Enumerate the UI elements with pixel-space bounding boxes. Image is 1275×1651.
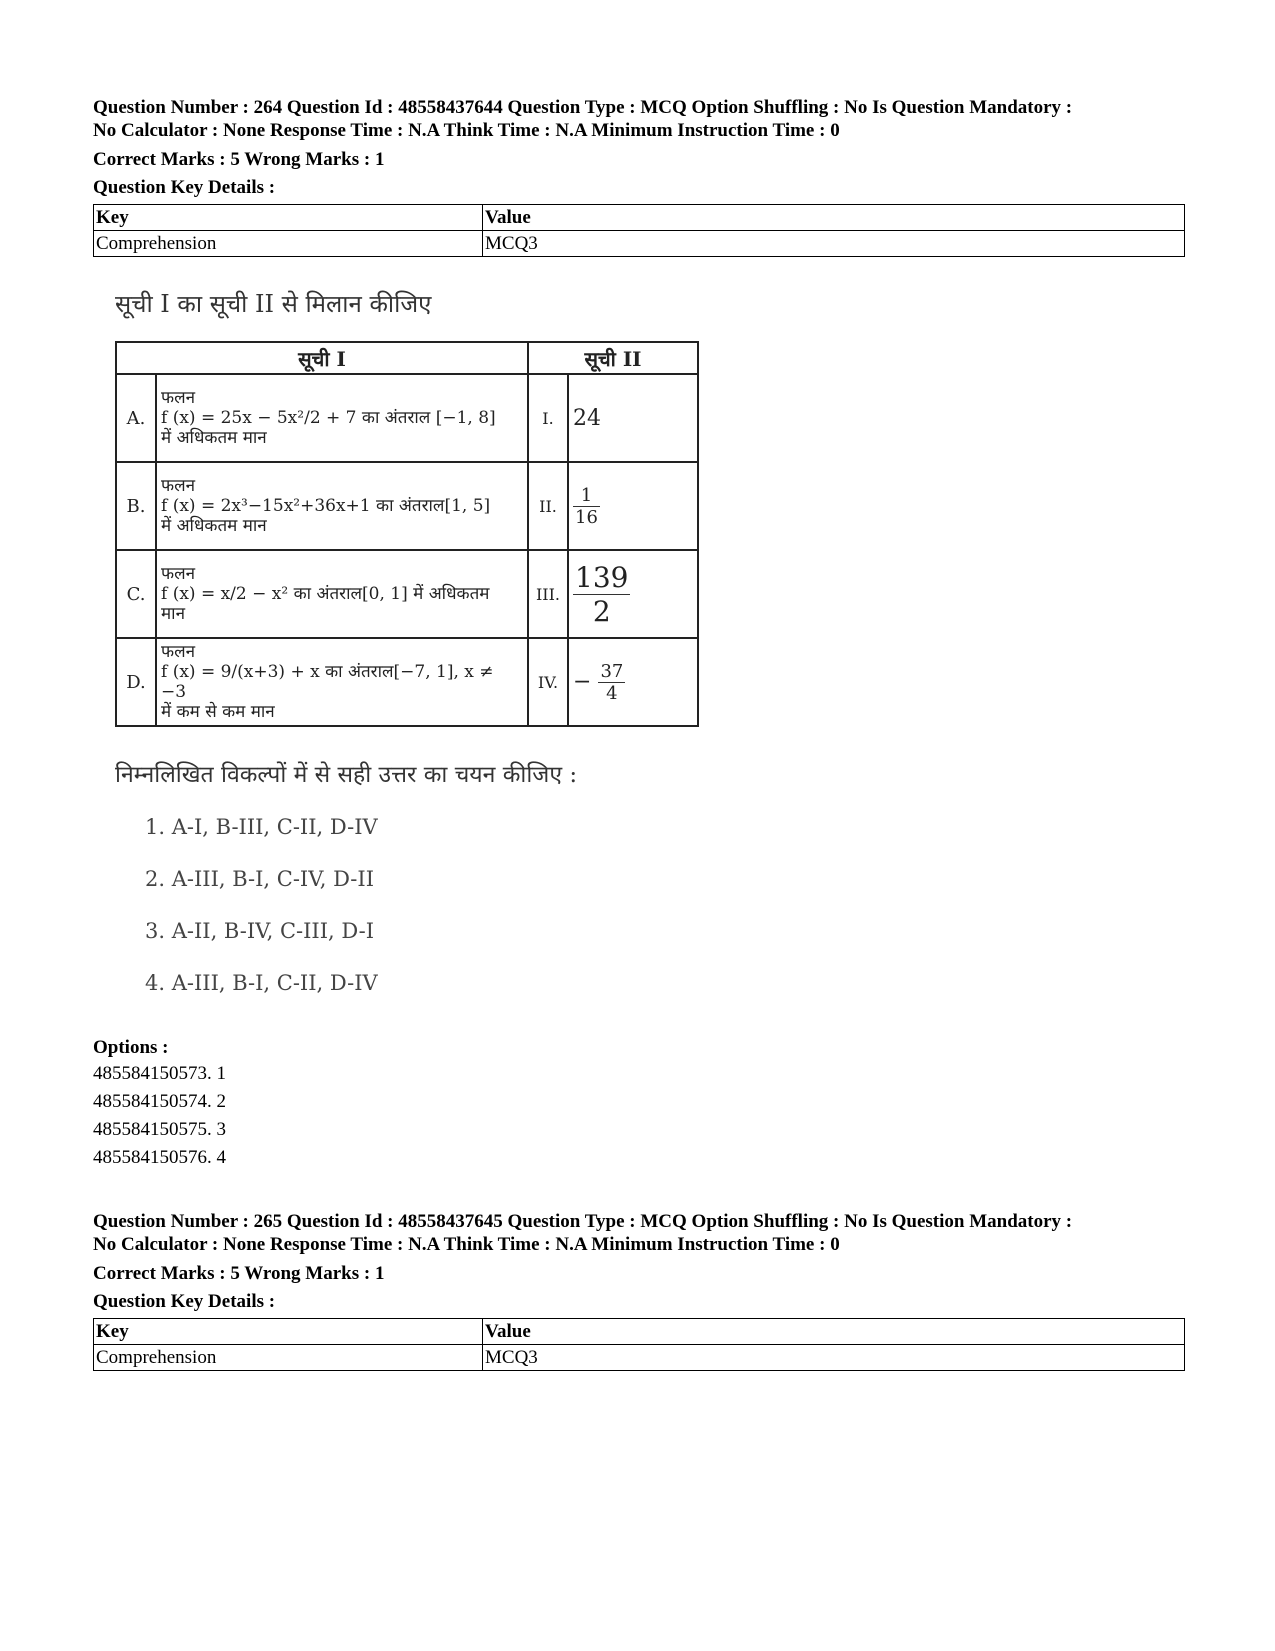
key-details-label: Question Key Details : — [93, 177, 276, 198]
desc-line: फलन — [161, 476, 196, 496]
row-key: Comprehension — [94, 1345, 483, 1371]
match-value — [568, 550, 698, 638]
question-body-image — [115, 287, 715, 1032]
desc-line: फलन — [161, 564, 196, 584]
table-row — [94, 1345, 1185, 1371]
desc-line: फलन — [161, 388, 196, 408]
question-264 — [93, 96, 1185, 1172]
marks-line: Correct Marks : 5 Wrong Marks : 1 — [93, 1263, 385, 1284]
choice-2: 2. A-III, B-I, C-IV, D-II — [145, 867, 374, 891]
row-key: Comprehension — [94, 231, 483, 257]
key-details-label: Question Key Details : — [93, 1291, 276, 1312]
table-header-row — [94, 1319, 1185, 1345]
roman-numeral: II. — [528, 462, 568, 550]
numerator: 37 — [600, 660, 624, 682]
header-key: Key — [94, 205, 483, 231]
desc-line: में अधिकतम मान — [161, 516, 267, 536]
match-table — [115, 341, 699, 727]
row-label: D. — [116, 638, 156, 726]
roman-numeral: IV. — [528, 638, 568, 726]
minus-sign: − — [573, 669, 592, 694]
denominator: 16 — [575, 506, 598, 528]
choice-4: 4. A-III, B-I, C-II, D-IV — [145, 971, 378, 995]
fraction — [573, 561, 630, 628]
match-value — [568, 638, 698, 726]
options-label: Options : — [93, 1037, 169, 1058]
desc-formula: f (x) = 9/(x+3) + x का अंतराल[−7, 1], x ≠ −3 — [161, 662, 494, 702]
fraction — [573, 485, 600, 528]
row-label: C. — [116, 550, 156, 638]
match-header-row — [116, 342, 698, 374]
meta-line-2: No Calculator : None Response Time : N.A Think Time : N.A Minimum Instruction Time : 0 — [93, 120, 840, 141]
table-row — [94, 231, 1185, 257]
match-value — [568, 462, 698, 550]
key-details-table — [93, 1318, 1185, 1371]
meta-line-1: Question Number : 265 Question Id : 48558437645 Question Type : MCQ Option Shuffling : No Is Question Mandatory : — [93, 1211, 1073, 1232]
header-value: Value — [483, 1319, 1185, 1345]
document-page — [93, 96, 1185, 1371]
question-intro: सूची I का सूची II से मिलान कीजिए — [115, 290, 432, 318]
list-1-header: सूची I — [116, 342, 528, 374]
desc-formula: f (x) = 2x³−15x²+36x+1 का अंतराल[1, 5] — [161, 496, 491, 516]
desc-line: में अधिकतम मान — [161, 428, 267, 448]
question-265 — [93, 1210, 1185, 1371]
denominator: 4 — [606, 682, 618, 704]
choice-1: 1. A-I, B-III, C-II, D-IV — [145, 815, 378, 839]
desc-formula: f (x) = 25x − 5x²/2 + 7 का अंतराल [−1, 8] — [161, 408, 496, 428]
desc-line: फलन — [161, 642, 196, 662]
row-description — [156, 550, 528, 638]
option-item: 485584150575. 3 — [93, 1119, 226, 1140]
numerator: 139 — [575, 560, 629, 594]
row-label: A. — [116, 374, 156, 462]
header-key: Key — [94, 1319, 483, 1345]
match-row-d — [116, 638, 698, 726]
match-row-a — [116, 374, 698, 462]
desc-formula: f (x) = x/2 − x² का अंतराल[0, 1] में अधिकतम — [161, 584, 490, 604]
row-description — [156, 638, 528, 726]
row-description — [156, 374, 528, 462]
row-description — [156, 462, 528, 550]
option-item: 485584150576. 4 — [93, 1147, 226, 1168]
question-prompt: निम्नलिखित विकल्पों में से सही उत्तर का चयन कीजिए : — [115, 762, 578, 788]
row-label: B. — [116, 462, 156, 550]
match-value: 24 — [568, 374, 698, 462]
row-value: MCQ3 — [483, 1345, 1185, 1371]
roman-numeral: III. — [528, 550, 568, 638]
list-2-header: सूची II — [528, 342, 698, 374]
question-meta — [93, 96, 1185, 142]
header-value: Value — [483, 205, 1185, 231]
match-row-b — [116, 462, 698, 550]
denominator: 2 — [592, 594, 611, 628]
desc-line: मान — [161, 604, 186, 624]
table-header-row — [94, 205, 1185, 231]
roman-numeral: I. — [528, 374, 568, 462]
match-row-c — [116, 550, 698, 638]
numerator: 1 — [573, 485, 600, 507]
option-item: 485584150574. 2 — [93, 1091, 226, 1112]
desc-line: में कम से कम मान — [161, 702, 275, 722]
question-meta — [93, 1210, 1185, 1256]
option-item: 485584150573. 1 — [93, 1063, 226, 1084]
marks-line: Correct Marks : 5 Wrong Marks : 1 — [93, 149, 385, 170]
meta-line-2: No Calculator : None Response Time : N.A Think Time : N.A Minimum Instruction Time : 0 — [93, 1234, 840, 1255]
row-value: MCQ3 — [483, 231, 1185, 257]
key-details-table — [93, 204, 1185, 257]
fraction — [598, 661, 625, 704]
choice-3: 3. A-II, B-IV, C-III, D-I — [145, 919, 374, 943]
meta-line-1: Question Number : 264 Question Id : 48558437644 Question Type : MCQ Option Shuffling : No Is Question Mandatory : — [93, 97, 1073, 118]
